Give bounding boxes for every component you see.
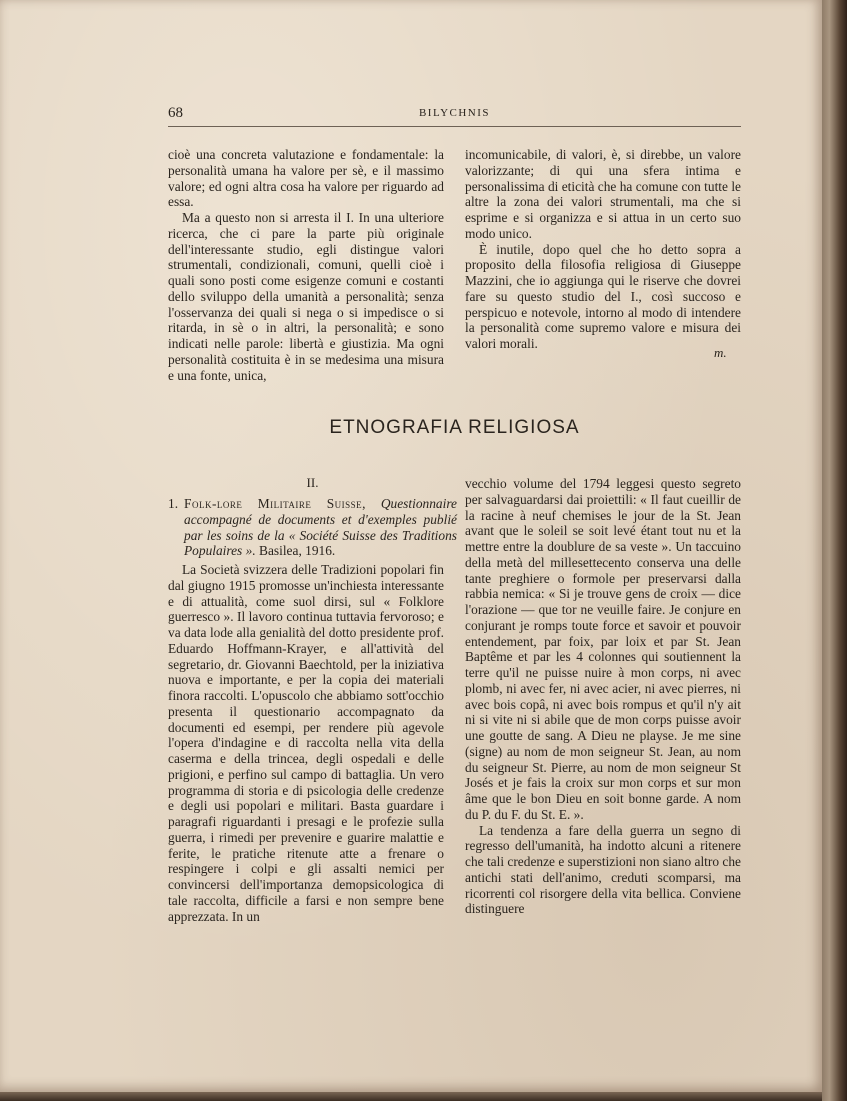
entry-author: Folk-lore Militaire Suisse, xyxy=(184,496,367,511)
paragraph: È inutile, dopo quel che ho detto sopra a proposito della filosofia religiosa di Giuseppe Mazzini, che io aggiunga qui le riserve che dovrei fare su questo studio del I., così succoso e perspicuo e notevole, intorno al modo di intendere la personalità come supremo valore e misura dei valori morali. xyxy=(465,241,741,351)
paragraph: Ma a questo non si arresta il I. In una ulteriore ricerca, che ci pare la parte più originale dell'interessante studio, egli distingue valori strumentali, condizionali, comuni, quelli cioè i quali sono posti come esigenze comuni e costanti dello sviluppo della umanità a personalità; senza l'osservanza dei quali si nega o si impedisce o si ritarda, in sè o in altri, la personalità; e sono indicati nelle parole: libertà e giustizia. Ma ogni personalità costituita è in se medesima una misura e una fonte, unica, xyxy=(168,210,444,383)
entry-title: Questionnaire accompagné de documents et d'exemples publié par les soins de la « Société Suisse des Traditions Populaires ». xyxy=(184,496,457,559)
top-left-column xyxy=(168,147,444,383)
page-bottom-edge xyxy=(0,1092,822,1101)
page-header xyxy=(168,105,741,125)
paragraph: cioè una concreta valutazione e fondamentale: la personalità umana ha valore per sè, e il massimo valore; ed ogni altra cosa ha valore per riguardo ad essa. xyxy=(168,147,444,210)
bottom-right-column xyxy=(465,476,741,917)
paragraph: La tendenza a fare della guerra un segno di regresso dell'umanità, ha indotto alcuni a ritenere che tali credenze e superstizioni non siano altro che antichi stati dell'animo, creduti scomparsi, ma ricorrenti col risorgere della vita bellica. Conviene distinguere xyxy=(465,822,741,917)
paragraph: La Società svizzera delle Tradizioni popolari fin dal giugno 1915 promosse un'inchiesta interessante e di attualità, come suol dirsi, sul « Folklore guerresco ». Il lavoro continua tuttavia fervoroso; e va data lode alla genialità del dotto presidente prof. Eduardo Hoffmann-Krayer, e all'attività del segretario, dr. Giovanni Baechtold, per la iniziativa nuova e importante, e per la copia dei materiali finora raccolti. L'opuscolo che abbiamo sott'occhio presenta il questionario accompagnato da documenti ed esempi, per rendere più agevole l'opera d'indagine e di raccolta nella vita della caserma e della trincea, degli ospedali e delle prigioni, e perfino sul campo di battaglia. Un vero programma di storia e di psicologia delle credenze e degli usi popolari e militari. Basta guardare i paragrafi riguardanti i presagi e le profezie sulla guerra, i rimedi per prevenire e guarire malattie e ferite, le pratiche ritenute atte a frenare o respingere i colpi e gli assalti nemici per convincersi dell'importanza demopsicologica di tale raccolta, difficile a farsi e non sempre bene apprezzata. In un xyxy=(168,562,444,924)
author-signature: m. xyxy=(714,345,727,360)
bottom-left-column xyxy=(168,562,444,924)
section-part-number: II. xyxy=(306,475,319,490)
paragraph: vecchio volume del 1794 leggesi questo segreto per salvaguardarsi dai proiettili: « Il faut cueillir de la racine à neuf chemises le jour de la St. Jean avant que le soleil se soit levé étant tout nu et la mettre entre la doublure de sa veste ». Un taccuino della metà del millesettecento conserva una delle tante preghiere o formole per preservarsi dalla rabbia nemica: « Si je trouve gens de croix — dice l'orazione — que tor ne veuille faire. Je conjure en conjurant je romps toute force et savoir et pouvoir entendement, par foix, par loix et par St. Jean Baptême et par les 4 colonnes qui soutiennent la terre qu'il ne puisse nuire à mon corps, ni avec plomb, ni avec fer, ni avec acier, ni avec pierres, ni avec bois copâ, ni avec bois rompus et qu'il n'y ait ni si vite ni si abile que de mon corps puisse avoir une goutte de sang. A Dieu ne playse. Je me sine (signe) au nom de mon seigneur St. Jean, au nom du seigneur St. Pierre, au nom de mon seigneur St Josés et je fais la croix sur mon corps et sur mon âme que le bon Dieu en soit bonne garde. A nom du P. du F. du St. E. ». xyxy=(465,476,741,822)
section-title: ETNOGRAFIA RELIGIOSA xyxy=(329,417,580,438)
bibliographic-entry xyxy=(168,496,457,559)
page-number: 68 xyxy=(168,105,183,121)
paragraph: incomunicabile, di valori, è, si direbbe, un valore valorizzante; di qui una sfera intima e personalissima di eticità che ha comune con tutte le altre la zona dei valori strumentali, ma che si esprime e si organizza e si attua in un certo suo modo unico. xyxy=(465,147,741,241)
entry-number: 1. xyxy=(168,496,179,511)
header-rule xyxy=(168,126,741,127)
top-right-column xyxy=(465,147,741,352)
running-head: BILYCHNIS xyxy=(418,107,491,119)
entry-place-year: Basilea, 1916. xyxy=(259,543,336,559)
book-spine-edge xyxy=(822,0,847,1101)
